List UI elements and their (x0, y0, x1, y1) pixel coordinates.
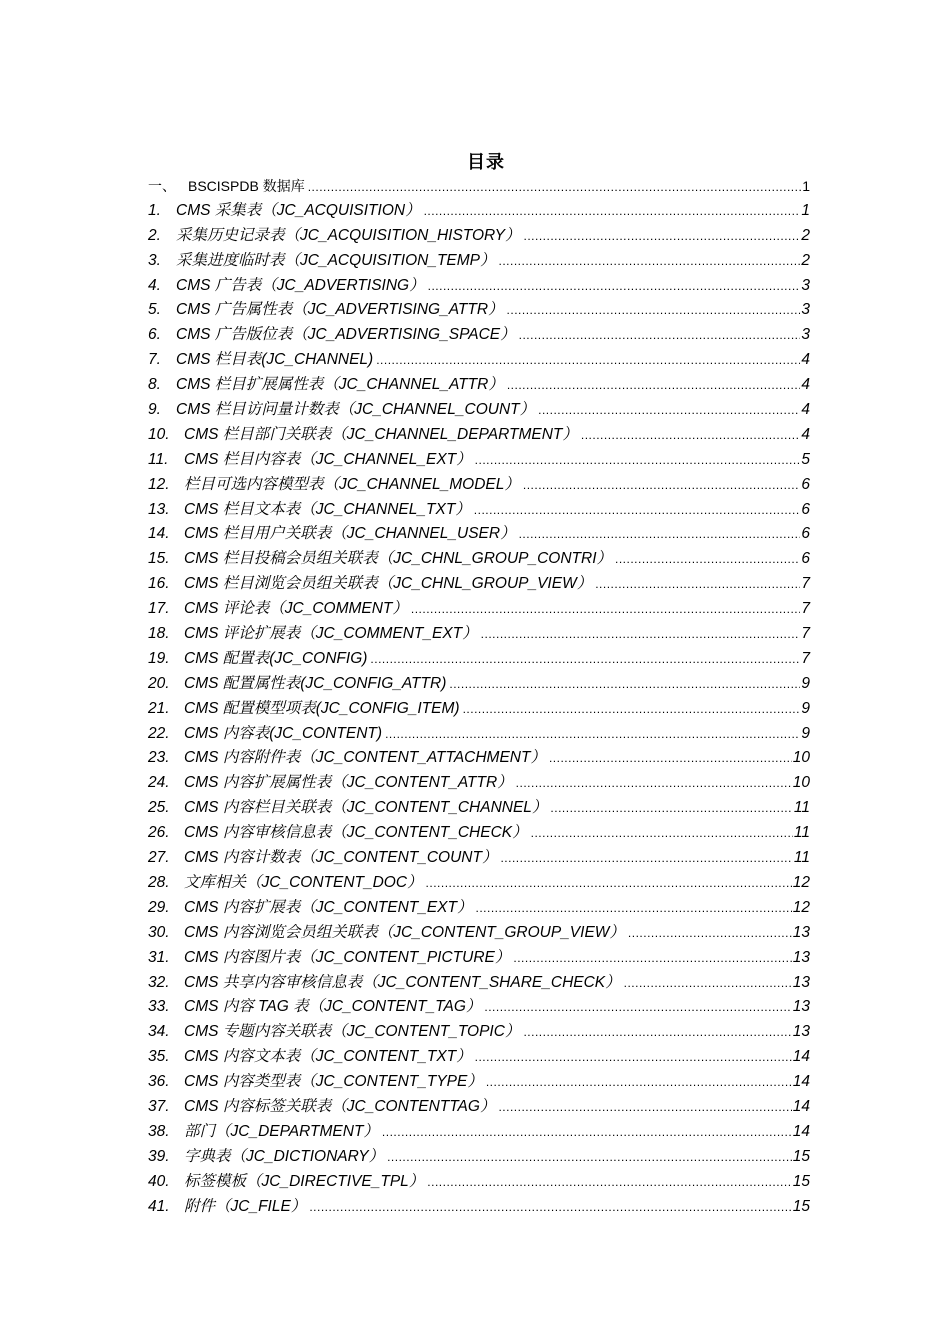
toc-entry-title: CMS 内容栏目关联表（JC_CONTENT_CHANNEL） (184, 799, 548, 817)
toc-entry-page: 13 (792, 1023, 810, 1041)
toc-entry-number: 17. (148, 600, 170, 618)
toc-entry[interactable] (148, 274, 810, 299)
toc-entry-number: 30. (148, 923, 170, 941)
toc-entry-page: 4 (801, 376, 810, 394)
toc-entry-title: CMS 内容 TAG 表（JC_CONTENT_TAG） (184, 998, 482, 1016)
toc-entry-number: 29. (148, 898, 170, 916)
toc-leader-dots (581, 423, 801, 448)
toc-entry-page: 14 (792, 1048, 810, 1066)
toc-entry-number: 28. (148, 873, 170, 891)
toc-section-title: BSCISPDB 数据库 (188, 178, 305, 194)
toc-entry-title: 标签模板（JC_DIRECTIVE_TPL） (184, 1172, 425, 1190)
toc-entry-number: 16. (148, 575, 170, 593)
toc-entry[interactable] (148, 1170, 810, 1195)
toc-entry-page: 13 (792, 998, 810, 1016)
toc-entry-number: 14. (148, 525, 170, 543)
toc-leader-dots (385, 722, 800, 747)
toc-entry[interactable] (148, 771, 810, 796)
toc-entry-number: 25. (148, 799, 170, 817)
toc-leader-dots (474, 498, 801, 523)
toc-entry-page: 11 (793, 824, 810, 842)
toc-entry-title: CMS 栏目扩展属性表（JC_CHANNEL_ATTR） (176, 376, 504, 394)
toc-entry-number: 18. (148, 625, 170, 643)
toc-entry-number: 1. (148, 201, 161, 219)
toc-entry[interactable] (148, 547, 810, 572)
toc-entry-title: CMS 配置模型项表(JC_CONFIG_ITEM) (184, 699, 460, 717)
toc-leader-dots (427, 1170, 791, 1195)
toc-entry-page: 10 (792, 774, 810, 792)
toc-entry-number: 4. (148, 276, 161, 294)
toc-entry-title: CMS 配置属性表(JC_CONFIG_ATTR) (184, 674, 447, 692)
toc-entry-number: 8. (148, 376, 161, 394)
toc-entry[interactable] (148, 398, 810, 423)
toc-leader-dots (475, 1045, 792, 1070)
toc-entry-title: CMS 内容文本表（JC_CONTENT_TXT） (184, 1048, 472, 1066)
toc-entry[interactable] (148, 796, 810, 821)
toc-entry-page: 12 (792, 898, 810, 916)
toc-entry[interactable] (148, 522, 810, 547)
toc-leader-dots (484, 995, 791, 1020)
toc-entry[interactable] (148, 423, 810, 448)
toc-entry-number: 24. (148, 774, 170, 792)
toc-entry-page: 5 (801, 450, 810, 468)
toc-entry[interactable] (148, 249, 810, 274)
table-of-contents (148, 174, 810, 1219)
toc-leader-dots (519, 522, 801, 547)
toc-entry[interactable] (148, 199, 810, 224)
toc-entry-title: CMS 栏目文本表（JC_CHANNEL_TXT） (184, 500, 471, 518)
toc-entry-title: CMS 广告表（JC_ADVERTISING） (176, 276, 425, 294)
toc-entry-page: 6 (801, 550, 810, 568)
toc-entry-page: 4 (801, 351, 810, 369)
toc-leader-dots (424, 199, 801, 224)
toc-entry-title: CMS 栏目投稿会员组关联表（JC_CHNL_GROUP_CONTRI） (184, 550, 613, 568)
toc-entry-number: 23. (148, 749, 170, 767)
toc-entry-number: 15. (148, 550, 170, 568)
toc-entry-number: 7. (148, 351, 161, 369)
toc-entry[interactable] (148, 1145, 810, 1170)
toc-leader-dots (426, 871, 792, 896)
toc-entry-page: 13 (792, 923, 810, 941)
toc-entry-title: 采集历史记录表（JC_ACQUISITION_HISTORY） (176, 226, 521, 244)
toc-entry-title: CMS 内容扩展属性表（JC_CONTENT_ATTR） (184, 774, 513, 792)
toc-leader-dots (481, 622, 801, 647)
toc-entry[interactable] (148, 697, 810, 722)
toc-entry[interactable] (148, 1095, 810, 1120)
toc-entry-page: 13 (792, 948, 810, 966)
toc-entry-title: CMS 内容审核信息表（JC_CONTENT_CHECK） (184, 824, 528, 842)
toc-entry-page: 9 (801, 674, 810, 692)
toc-entry[interactable] (148, 896, 810, 921)
toc-leader-dots (486, 1070, 792, 1095)
toc-section-page: 1 (802, 178, 810, 194)
toc-entry-title: CMS 栏目浏览会员组关联表（JC_CHNL_GROUP_VIEW） (184, 575, 593, 593)
toc-entry-number: 3. (148, 251, 161, 269)
toc-entry[interactable] (148, 373, 810, 398)
toc-leader-dots (476, 896, 792, 921)
toc-entry-page: 15 (792, 1147, 810, 1165)
toc-leader-dots (411, 597, 800, 622)
toc-leader-dots (428, 274, 801, 299)
toc-entry[interactable] (148, 323, 810, 348)
toc-leader-dots (550, 796, 792, 821)
toc-entry[interactable] (148, 995, 810, 1020)
toc-entry-page: 7 (801, 649, 810, 667)
toc-entry-number: 36. (148, 1073, 170, 1091)
toc-leader-dots (370, 647, 800, 672)
toc-entry-page: 15 (792, 1197, 810, 1215)
toc-leader-dots (615, 547, 800, 572)
toc-entry-number: 20. (148, 674, 170, 692)
toc-leader-dots (382, 1120, 792, 1145)
toc-entry-title: CMS 内容附件表（JC_CONTENT_ATTACHMENT） (184, 749, 546, 767)
toc-entry-title: CMS 广告版位表（JC_ADVERTISING_SPACE） (176, 326, 516, 344)
toc-entry-page: 12 (792, 873, 810, 891)
toc-entry-title: CMS 采集表（JC_ACQUISITION） (176, 201, 421, 219)
toc-leader-dots (463, 697, 801, 722)
toc-section-number: 一、 (148, 178, 176, 194)
toc-entry-title: CMS 内容表(JC_CONTENT) (184, 724, 383, 742)
toc-leader-dots (475, 448, 801, 473)
toc-entry-title: CMS 栏目内容表（JC_CHANNEL_EXT） (184, 450, 472, 468)
toc-entry-title: 采集进度临时表（JC_ACQUISITION_TEMP） (176, 251, 496, 269)
toc-entry-page: 11 (793, 849, 810, 867)
toc-entry-number: 11. (148, 450, 169, 468)
toc-entry-title: 文库相关（JC_CONTENT_DOC） (184, 873, 423, 891)
toc-entry-page: 6 (801, 525, 810, 543)
toc-entry-number: 37. (148, 1097, 170, 1115)
toc-entry-number: 27. (148, 849, 170, 867)
toc-entry-title: 部门（JC_DEPARTMENT） (184, 1122, 379, 1140)
toc-entry-number: 31. (148, 948, 170, 966)
toc-entry-number: 13. (148, 500, 170, 518)
toc-title: 目录 (467, 152, 505, 173)
toc-entry-number: 38. (148, 1122, 170, 1140)
toc-entry-page: 9 (801, 699, 810, 717)
toc-leader-dots (507, 373, 801, 398)
toc-entry-page: 2 (801, 226, 810, 244)
toc-leader-dots (507, 298, 801, 323)
toc-entry-number: 32. (148, 973, 170, 991)
toc-entry-page: 14 (792, 1097, 810, 1115)
toc-leader-dots (500, 846, 792, 871)
toc-entry-page: 4 (801, 425, 810, 443)
toc-leader-dots (531, 821, 793, 846)
toc-leader-dots (523, 1020, 791, 1045)
toc-entry-page: 7 (801, 575, 810, 593)
toc-entry-number: 21. (148, 699, 170, 717)
toc-entry[interactable] (148, 722, 810, 747)
toc-entry-page: 15 (792, 1172, 810, 1190)
toc-entry-number: 34. (148, 1023, 170, 1041)
toc-entry-title: CMS 栏目用户关联表（JC_CHANNEL_USER） (184, 525, 516, 543)
toc-leader-dots (309, 1195, 791, 1220)
toc-entry[interactable] (148, 946, 810, 971)
toc-entry[interactable] (148, 498, 810, 523)
toc-entry-page: 7 (801, 625, 810, 643)
toc-entry-number: 41. (148, 1197, 170, 1215)
toc-entry-title: CMS 栏目访问量计数表（JC_CHANNEL_COUNT） (176, 401, 536, 419)
toc-entry-title: CMS 栏目部门关联表（JC_CHANNEL_DEPARTMENT） (184, 425, 578, 443)
toc-entry-page: 13 (792, 973, 810, 991)
toc-entry-page: 1 (801, 201, 810, 219)
toc-entry-page: 14 (792, 1122, 810, 1140)
toc-entry[interactable] (148, 473, 810, 498)
toc-leader-dots (387, 1145, 792, 1170)
toc-entry[interactable] (148, 597, 810, 622)
toc-entry-title: CMS 内容计数表（JC_CONTENT_COUNT） (184, 849, 498, 867)
toc-entry-number: 5. (148, 301, 161, 319)
toc-leader-dots (516, 771, 792, 796)
toc-entry-title: CMS 配置表(JC_CONFIG) (184, 649, 368, 667)
toc-entry-number: 35. (148, 1048, 170, 1066)
toc-entry[interactable] (148, 821, 810, 846)
toc-entry[interactable] (148, 1045, 810, 1070)
toc-entry-number: 19. (148, 649, 170, 667)
toc-entry-number: 9. (148, 401, 161, 419)
toc-entry-page: 7 (801, 600, 810, 618)
toc-entry[interactable] (148, 971, 810, 996)
toc-entry-page: 3 (801, 301, 810, 319)
toc-entry-number: 39. (148, 1147, 170, 1165)
toc-entry-number: 6. (148, 326, 161, 344)
toc-entry-page: 2 (801, 251, 810, 269)
toc-leader-dots (624, 971, 792, 996)
toc-leader-dots (498, 1095, 791, 1120)
toc-entry[interactable] (148, 846, 810, 871)
toc-entry[interactable] (148, 746, 810, 771)
toc-leader-dots (628, 921, 792, 946)
toc-entry[interactable] (148, 348, 810, 373)
toc-entry[interactable] (148, 448, 810, 473)
toc-leader-dots (308, 175, 802, 200)
toc-section-row[interactable] (148, 174, 810, 199)
toc-entry-title: CMS 评论扩展表（JC_COMMENT_EXT） (184, 625, 478, 643)
toc-entry-number: 2. (148, 226, 161, 244)
toc-entry-title: CMS 共享内容审核信息表（JC_CONTENT_SHARE_CHECK） (184, 973, 621, 991)
toc-entry[interactable] (148, 1120, 810, 1145)
toc-entry-page: 9 (801, 724, 810, 742)
toc-entry-page: 3 (801, 326, 810, 344)
toc-entry[interactable] (148, 672, 810, 697)
toc-entry[interactable] (148, 921, 810, 946)
toc-entry-page: 10 (792, 749, 810, 767)
toc-entry-number: 22. (148, 724, 170, 742)
toc-leader-dots (523, 473, 800, 498)
toc-leader-dots (513, 946, 791, 971)
toc-leader-dots (549, 746, 792, 771)
toc-entry-number: 10. (148, 425, 170, 443)
toc-entry-title: CMS 内容类型表（JC_CONTENT_TYPE） (184, 1073, 483, 1091)
toc-entry-number: 33. (148, 998, 170, 1016)
toc-entry[interactable] (148, 572, 810, 597)
toc-entry[interactable] (148, 1070, 810, 1095)
toc-entry[interactable] (148, 871, 810, 896)
toc-entry-title: 字典表（JC_DICTIONARY） (184, 1147, 385, 1165)
toc-entry-title: CMS 栏目表(JC_CHANNEL) (176, 351, 374, 369)
toc-entry[interactable] (148, 1020, 810, 1045)
toc-entry-title: CMS 专题内容关联表（JC_CONTENT_TOPIC） (184, 1023, 521, 1041)
toc-entry-title: CMS 内容图片表（JC_CONTENT_PICTURE） (184, 948, 511, 966)
toc-entry-page: 3 (801, 276, 810, 294)
toc-entry[interactable] (148, 1195, 810, 1220)
toc-entry-title: 栏目可选内容模型表（JC_CHANNEL_MODEL） (184, 475, 520, 493)
toc-leader-dots (538, 398, 800, 423)
toc-entry-title: CMS 内容标签关联表（JC_CONTENTTAG） (184, 1097, 496, 1115)
toc-entry-page: 6 (801, 500, 810, 518)
toc-leader-dots (523, 224, 800, 249)
toc-entry-number: 12. (148, 475, 170, 493)
toc-entry[interactable] (148, 224, 810, 249)
toc-leader-dots (376, 348, 800, 373)
toc-entry-page: 4 (801, 401, 810, 419)
toc-leader-dots (499, 249, 801, 274)
toc-entry-title: CMS 评论表（JC_COMMENT） (184, 600, 408, 618)
toc-entry[interactable] (148, 622, 810, 647)
toc-entry-page: 6 (801, 475, 810, 493)
toc-leader-dots (595, 572, 800, 597)
toc-leader-dots (449, 672, 800, 697)
toc-entry-number: 26. (148, 824, 170, 842)
toc-entry[interactable] (148, 298, 810, 323)
toc-leader-dots (519, 323, 801, 348)
toc-entry[interactable] (148, 647, 810, 672)
toc-entry-title: CMS 内容浏览会员组关联表（JC_CONTENT_GROUP_VIEW） (184, 923, 625, 941)
toc-entry-title: CMS 内容扩展表（JC_CONTENT_EXT） (184, 898, 473, 916)
toc-entry-number: 40. (148, 1172, 170, 1190)
toc-entry-title: CMS 广告属性表（JC_ADVERTISING_ATTR） (176, 301, 504, 319)
toc-entry-page: 14 (792, 1073, 810, 1091)
toc-entry-title: 附件（JC_FILE） (184, 1197, 307, 1215)
toc-entry-page: 11 (793, 799, 810, 817)
